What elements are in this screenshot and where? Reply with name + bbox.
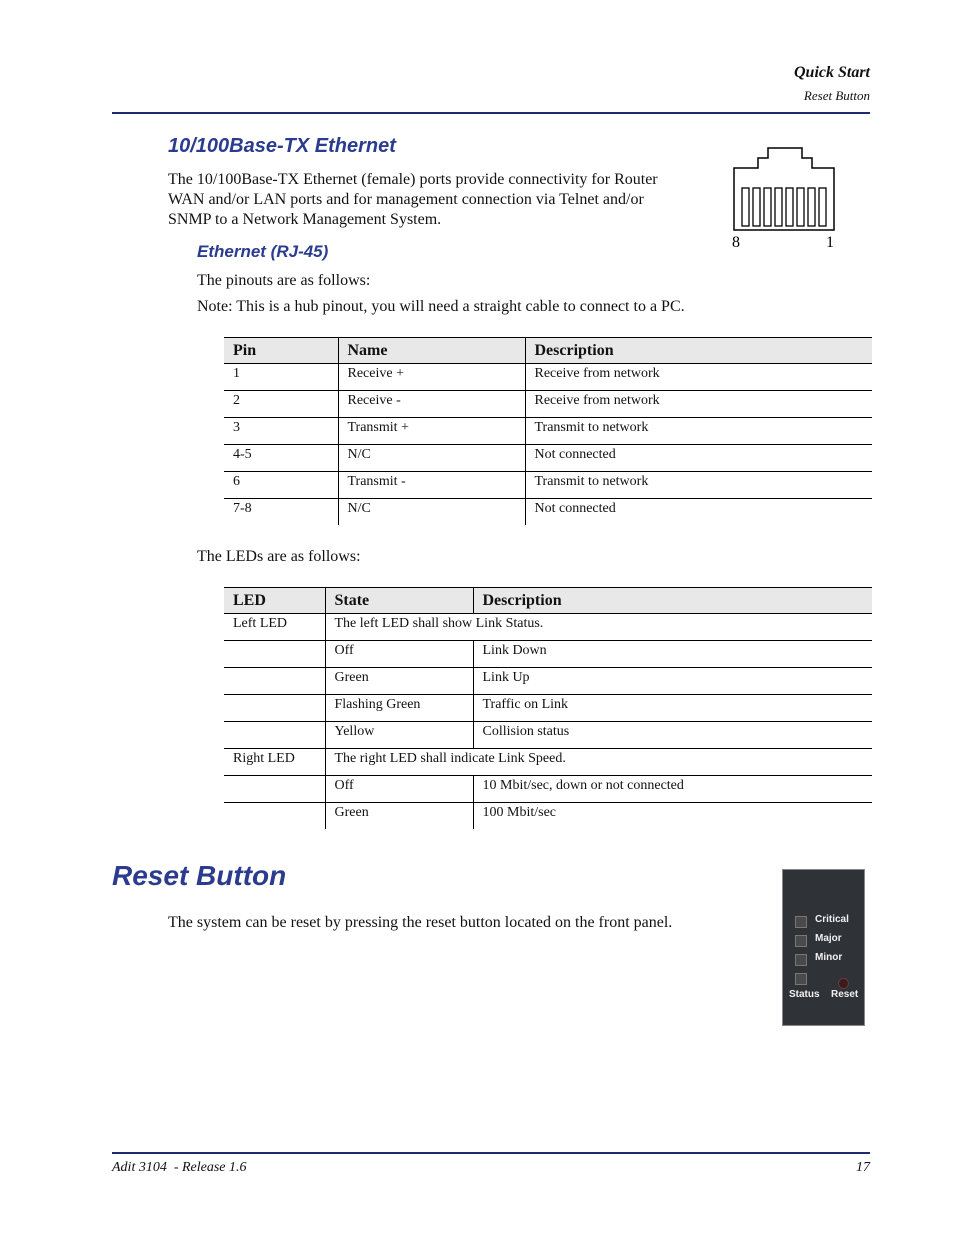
- rj45-pin: [819, 188, 826, 226]
- intro-line: SNMP to a Network Management System.: [168, 211, 442, 228]
- rj45-pin: [764, 188, 771, 226]
- column-header-led: LED: [224, 588, 325, 614]
- led-cell: [224, 803, 325, 830]
- name-cell: N/C: [338, 499, 525, 526]
- table-row: [224, 499, 872, 526]
- led-summary-cell: The right LED shall indicate Link Speed.: [325, 749, 872, 776]
- leds-intro: The LEDs are as follows:: [197, 548, 361, 565]
- pin-cell: 4-5: [224, 445, 338, 472]
- column-header-description: Description: [525, 338, 872, 364]
- minor-led: [795, 954, 807, 966]
- table-row: [224, 668, 872, 695]
- pin-cell: 7-8: [233, 501, 252, 516]
- led-cell: [224, 722, 325, 749]
- table-row: [224, 391, 872, 418]
- led-cell: Left LED: [224, 614, 325, 641]
- column-header-name: Name: [338, 338, 525, 364]
- name-cell: Transmit -: [338, 472, 525, 499]
- table-header-row: [224, 588, 872, 614]
- running-header-subsection: Reset Button: [803, 88, 870, 103]
- name-cell: N/C: [338, 445, 525, 472]
- column-header-pin: Pin: [224, 338, 338, 364]
- column-header-state: State: [325, 588, 473, 614]
- footer-rule: [112, 1152, 870, 1154]
- status-led: [795, 973, 807, 985]
- reset-button-icon: [838, 978, 849, 989]
- description-cell: Transmit to network: [525, 472, 872, 499]
- description-cell: Traffic on Link: [473, 695, 872, 722]
- ethernet-intro: [168, 170, 708, 230]
- rj45-pin: [808, 188, 815, 226]
- pinouts-intro: The pinouts are as follows:: [197, 272, 371, 289]
- description-cell: Not connected: [525, 499, 872, 526]
- minor-label: Minor: [815, 952, 843, 963]
- description-cell: 100 Mbit/sec: [473, 803, 872, 830]
- rj45-subheading: Ethernet (RJ-45): [197, 242, 329, 261]
- state-cell: Yellow: [325, 722, 473, 749]
- critical-label: Critical: [815, 914, 849, 925]
- table-row: [224, 418, 872, 445]
- name-cell: Receive +: [338, 364, 525, 391]
- description-cell: Link Up: [473, 668, 872, 695]
- front-panel-photo: [782, 869, 865, 1026]
- state-cell: Off: [325, 776, 473, 803]
- pin-cell: 3: [224, 418, 338, 445]
- name-cell: Transmit +: [338, 418, 525, 445]
- status-label: Status: [789, 989, 820, 1000]
- rj45-pin: [797, 188, 804, 226]
- led-cell: [224, 695, 325, 722]
- pin-cell: 6: [224, 472, 338, 499]
- description-cell: Receive from network: [525, 391, 872, 418]
- intro-line: The 10/100Base-TX Ethernet (female) ports provide connectivity for Router: [168, 171, 658, 188]
- state-cell: Off: [325, 641, 473, 668]
- footer-product: Adit 3104 - Release 1.6: [112, 1160, 247, 1175]
- state-cell: Green: [325, 803, 473, 830]
- description-cell: Not connected: [525, 445, 872, 472]
- table-row: [224, 614, 872, 641]
- led-cell: [224, 776, 325, 803]
- rj45-pin: [753, 188, 760, 226]
- description-cell: Transmit to network: [525, 418, 872, 445]
- name-cell: Receive -: [338, 391, 525, 418]
- table-row: [224, 722, 872, 749]
- table-row: [224, 803, 872, 830]
- table-row: [224, 641, 872, 668]
- pinout-table: [224, 337, 872, 525]
- pin-cell: 2: [224, 391, 338, 418]
- table-header-row: [224, 338, 872, 364]
- page-number: 17: [856, 1160, 870, 1175]
- rj45-label-left: 8: [732, 234, 740, 251]
- running-header-section: Quick Start: [793, 64, 870, 81]
- state-cell: Flashing Green: [325, 695, 473, 722]
- table-row: [224, 776, 872, 803]
- pin-cell: 1: [224, 364, 338, 391]
- header-rule: [112, 112, 870, 114]
- pinout-note: Note: This is a hub pinout, you will need a straight cable to connect to a PC.: [197, 298, 685, 315]
- led-table: [224, 587, 872, 829]
- intro-line: WAN and/or LAN ports and for management connection via Telnet and/or: [168, 191, 644, 208]
- rj45-pin: [742, 188, 749, 226]
- led-cell: Right LED: [224, 749, 325, 776]
- rj45-pin: [786, 188, 793, 226]
- description-cell: Collision status: [473, 722, 872, 749]
- description-cell: Link Down: [473, 641, 872, 668]
- rj45-label-right: 1: [826, 234, 834, 251]
- led-summary-cell: The left LED shall show Link Status.: [325, 614, 872, 641]
- reset-heading: Reset Button: [112, 860, 287, 891]
- table-row: [224, 749, 872, 776]
- description-cell: 10 Mbit/sec, down or not connected: [473, 776, 872, 803]
- table-row: [224, 695, 872, 722]
- major-label: Major: [815, 933, 842, 944]
- critical-led: [795, 916, 807, 928]
- reset-label: Reset: [831, 989, 859, 1000]
- rj45-port-diagram: [728, 144, 840, 254]
- table-row: [224, 364, 872, 391]
- description-cell: Receive from network: [525, 364, 872, 391]
- state-cell: Green: [325, 668, 473, 695]
- rj45-pin: [775, 188, 782, 226]
- reset-text: The system can be reset by pressing the reset button located on the front panel.: [168, 914, 673, 931]
- major-led: [795, 935, 807, 947]
- ethernet-heading: 10/100Base-TX Ethernet: [168, 135, 396, 157]
- led-cell: [224, 641, 325, 668]
- led-cell: [224, 668, 325, 695]
- column-header-description: Description: [473, 588, 872, 614]
- table-row: [224, 472, 872, 499]
- table-row: [224, 445, 872, 472]
